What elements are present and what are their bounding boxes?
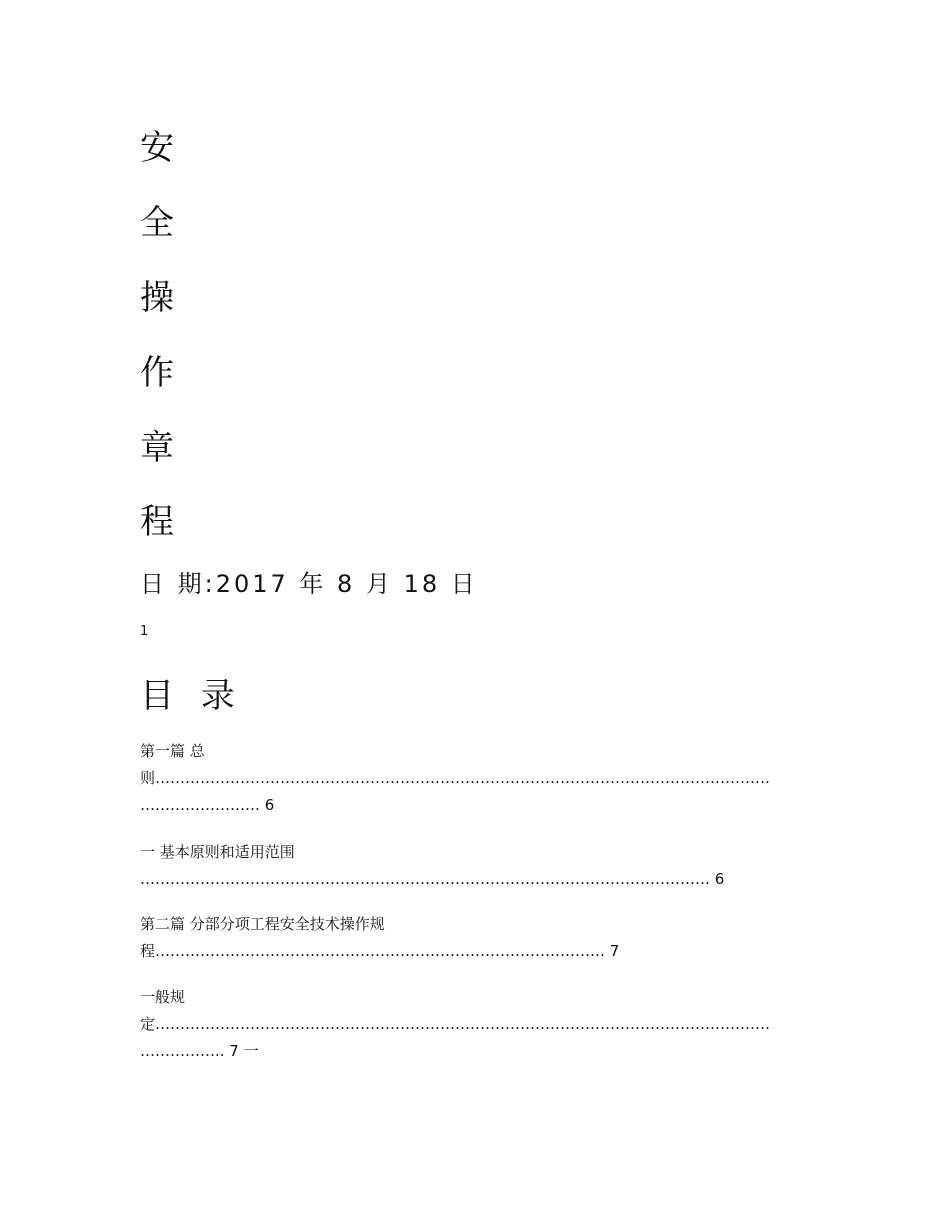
toc-entry-1-line-2[interactable]: 则…………………………………………………………………………………………………………… xyxy=(140,769,771,787)
toc-entry-4-line-2[interactable]: 定…………………………………………………………………………………………………………… xyxy=(140,1015,771,1033)
cover-title-char: 章 xyxy=(140,428,174,468)
cover-title-char: 操 xyxy=(140,278,174,318)
toc-entry-4-line-3[interactable]: …………….. 7 一 xyxy=(140,1042,259,1060)
toc-entry-3-line-1[interactable]: 第二篇 分部分项工程安全技术操作规 xyxy=(140,915,385,933)
cover-title-char: 程 xyxy=(140,502,174,542)
cover-title-char: 作 xyxy=(140,353,174,393)
toc-entry-2-line-1[interactable]: 一 基本原则和适用范围 xyxy=(140,843,295,861)
cover-title-char: 安 xyxy=(140,128,174,168)
toc-title: 目 录 xyxy=(140,676,243,716)
toc-entry-2-line-2[interactable]: …………………………………………………………………………………………………… 6 xyxy=(140,870,725,888)
toc-entry-3-line-2[interactable]: 程……………………………………………………………………………… 7 xyxy=(140,942,620,960)
toc-entry-4-line-1[interactable]: 一般规 xyxy=(140,988,186,1006)
cover-title-char: 全 xyxy=(140,203,174,243)
page-number: 1 xyxy=(140,624,149,639)
toc-entry-1-line-1[interactable]: 第一篇 总 xyxy=(140,742,205,760)
cover-date: 日 期:2017 年 8 月 18 日 xyxy=(140,570,478,598)
toc-entry-1-line-3[interactable]: …………………… 6 xyxy=(140,796,275,814)
